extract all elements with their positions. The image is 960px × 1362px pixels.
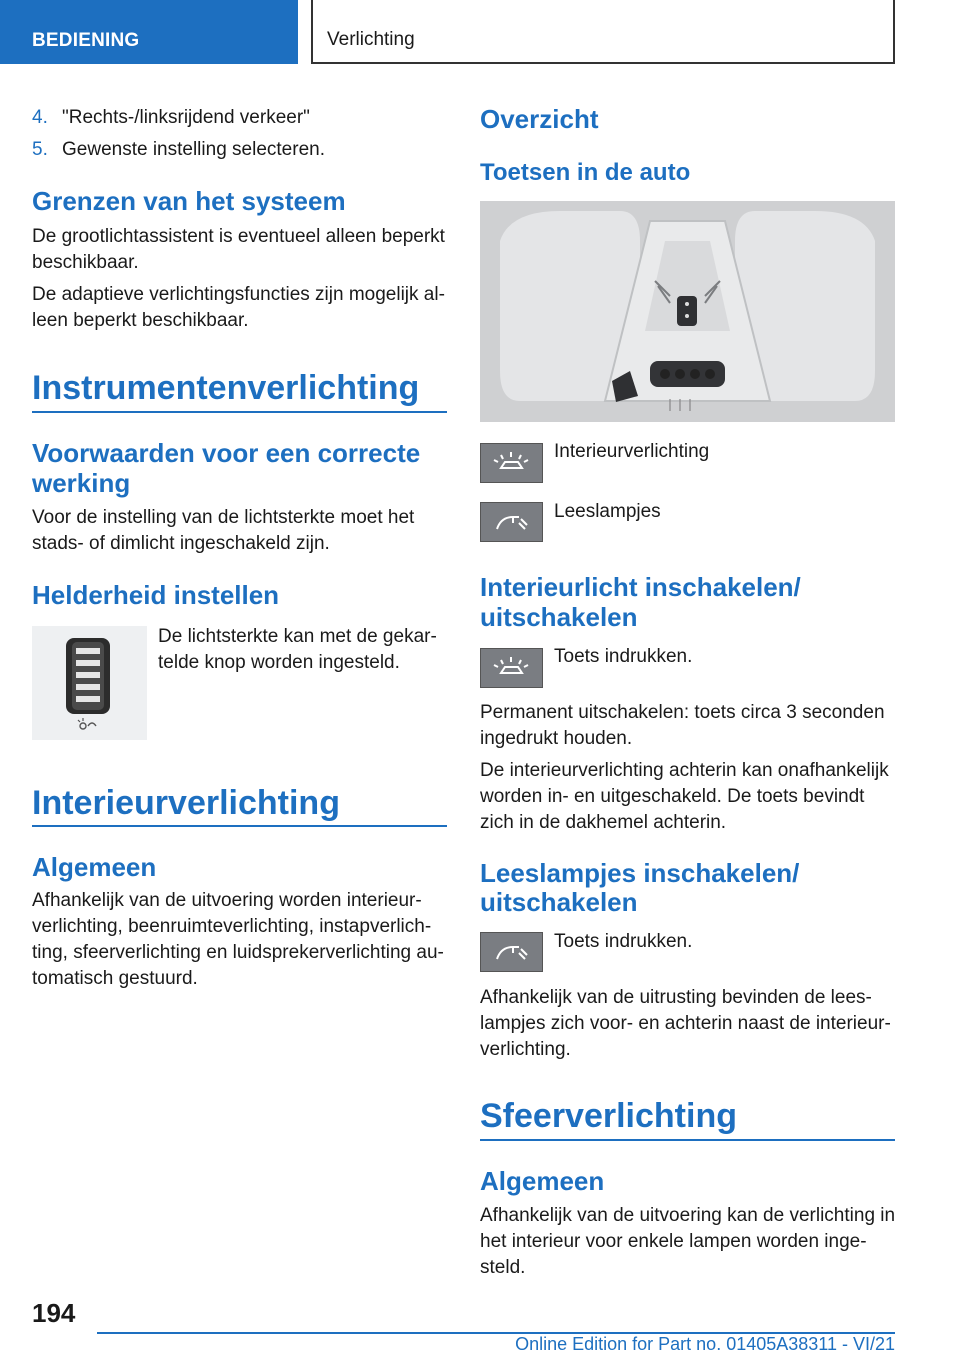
edition-link[interactable]: Online Edition for Part no. 01405A38311 - VI/21 (515, 1334, 895, 1354)
paragraph: het interieur voor enkele lampen worden inge- (480, 1231, 867, 1252)
paragraph: De lichtsterkte kan met de gekar- (158, 626, 437, 647)
heading-sfeerverlichting: Sfeerverlichting (480, 1097, 737, 1135)
heading-rule (32, 411, 447, 413)
heading-voorwaarden: Voorwaarden voor een correcte (32, 438, 421, 468)
chapter-tab: Verlichting (311, 0, 895, 64)
paragraph: Afhankelijk van de uitvoering kan de verlichting in (480, 1205, 896, 1226)
icon-label: Leeslampjes (554, 501, 661, 522)
heading-interieurlicht: Interieurlicht inschakelen/ (480, 572, 801, 602)
heading-toetsen: Toetsen in de auto (480, 159, 691, 186)
paragraph: zich in de dakhemel achterin. (480, 812, 727, 833)
step-number: 5. (32, 139, 48, 160)
heading-interieurverlichting: Interieurverlichting (32, 784, 340, 822)
reading-light-icon (480, 932, 543, 972)
paragraph: De interieurverlichting achterin kan onafhankelijk (480, 760, 889, 781)
heading-algemeen: Algemeen (480, 1166, 605, 1196)
paragraph: telde knop worden ingesteld. (158, 652, 400, 673)
paragraph: lampjes zich voor- en achterin naast de interieur- (480, 1013, 891, 1034)
interior-light-icon (480, 443, 543, 483)
heading-rule (480, 1139, 895, 1141)
heading-leeslampjes-cont: uitschakelen (480, 887, 638, 917)
step-text: "Rechts-/linksrijdend verkeer" (62, 107, 310, 128)
heading-voorwaarden-cont: werking (32, 468, 131, 498)
paragraph: verlichting, beenruimteverlichting, instapverlich- (32, 916, 432, 937)
step-item (32, 105, 310, 131)
heading-interieurlicht-cont: uitschakelen (480, 602, 638, 632)
brightness-wheel-image (32, 626, 147, 740)
paragraph: verlichting. (480, 1039, 571, 1060)
paragraph: ting, sfeerverlichting en luidsprekerverlichting au- (32, 942, 444, 963)
step-text: Gewenste instelling selecteren. (62, 139, 325, 160)
paragraph: De grootlichtassistent is eventueel alleen beperkt (32, 226, 445, 247)
overhead-console-image (480, 201, 895, 422)
step-number: 4. (32, 107, 48, 128)
paragraph: tomatisch gestuurd. (32, 968, 198, 989)
page-number: 194 (32, 1298, 76, 1328)
paragraph: worden in- en uitgeschakeld. De toets bevindt (480, 786, 865, 807)
icon-label: Interieurverlichting (554, 441, 710, 462)
paragraph: De adaptieve verlichtingsfuncties zijn mogelijk al- (32, 284, 445, 305)
heading-instrumentenverlichting: Instrumentenverlichting (32, 369, 420, 407)
heading-rule (32, 825, 447, 827)
paragraph: stads- of dimlicht ingeschakeld zijn. (32, 533, 330, 554)
heading-algemeen: Algemeen (32, 852, 157, 882)
paragraph: beschikbaar. (32, 252, 139, 273)
paragraph: Toets indrukken. (554, 931, 693, 952)
paragraph: Voor de instelling van de lichtsterkte moet het (32, 507, 415, 528)
heading-overzicht: Overzicht (480, 104, 599, 134)
heading-grenzen: Grenzen van het systeem (32, 186, 346, 216)
paragraph: Afhankelijk van de uitvoering worden interieur- (32, 890, 422, 911)
paragraph: ingedrukt houden. (480, 728, 633, 749)
heading-helderheid: Helderheid instellen (32, 580, 280, 610)
paragraph: Afhankelijk van de uitrusting bevinden de lees- (480, 987, 872, 1008)
paragraph: Permanent uitschakelen: toets circa 3 seconden (480, 702, 885, 723)
paragraph: steld. (480, 1257, 526, 1278)
section-tab: BEDIENING (0, 0, 298, 64)
paragraph: leen beperkt beschikbaar. (32, 310, 249, 331)
heading-leeslampjes: Leeslampjes inschakelen/ (480, 858, 800, 888)
interior-light-icon (480, 648, 543, 688)
paragraph: Toets indrukken. (554, 646, 693, 667)
reading-light-icon (480, 502, 543, 542)
step-item (32, 137, 325, 163)
